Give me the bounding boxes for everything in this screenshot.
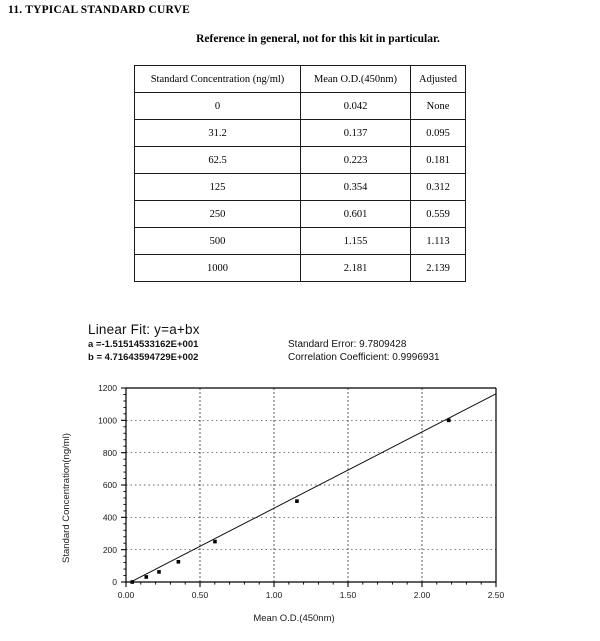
linear-fit-block [88,322,440,364]
table-row [135,201,466,228]
chart-svg [55,378,525,628]
standard-curve-chart [55,378,525,628]
chart-y-axis-title: Standard Concentration(ng/ml) [61,433,72,563]
table-row [135,174,466,201]
y-tick-label: 600 [102,480,117,491]
standard-curve-table [134,65,466,282]
table-row [135,120,466,147]
linear-fit-title: Linear Fit: y=a+bx [88,322,200,337]
cell-adjusted: 0.559 [411,201,466,228]
x-tick-label: 1.00 [265,590,283,600]
column-header-concentration: Standard Concentration (ng/ml) [135,66,301,93]
y-tick-label: 1200 [98,383,117,394]
chart-data-points [130,419,450,584]
page-title: 11. TYPICAL STANDARD CURVE [8,4,191,16]
cell-mean-od: 0.601 [301,201,411,228]
chart-y-tick-labels [98,383,117,587]
data-point [177,560,181,564]
y-tick-label: 400 [102,512,117,523]
cell-mean-od: 0.223 [301,147,411,174]
cell-concentration: 1000 [135,255,301,282]
cell-mean-od: 1.155 [301,228,411,255]
cell-concentration: 500 [135,228,301,255]
table-row [135,147,466,174]
data-point [447,419,451,423]
cell-mean-od: 0.354 [301,174,411,201]
table-row [135,255,466,282]
data-point [144,575,148,579]
chart-x-axis-title: Mean O.D.(450nm) [253,613,335,624]
cell-mean-od: 2.181 [301,255,411,282]
chart-gridlines [126,388,496,582]
data-point [213,540,217,544]
cell-mean-od: 0.042 [301,93,411,120]
cell-concentration: 250 [135,201,301,228]
chart-x-tick-labels [118,590,505,600]
x-tick-label: 0.00 [117,590,135,600]
table-header-row [135,66,466,93]
y-tick-label: 800 [102,447,117,458]
data-point [295,499,299,503]
fit-statistics [288,339,440,364]
chart-fit-line [126,394,496,585]
chart-tick-marks [121,388,496,587]
regression-line [126,394,496,585]
fit-coefficients [88,339,288,364]
cell-adjusted: 0.095 [411,120,466,147]
cell-adjusted: None [411,93,466,120]
cell-mean-od: 0.137 [301,120,411,147]
y-tick-label: 0 [112,577,117,588]
x-tick-label: 2.50 [487,590,505,600]
subtitle-note: Reference in general, not for this kit in particular. [196,33,440,45]
cell-adjusted: 1.113 [411,228,466,255]
cell-concentration: 31.2 [135,120,301,147]
cell-adjusted: 0.181 [411,147,466,174]
cell-concentration: 62.5 [135,147,301,174]
cell-adjusted: 0.312 [411,174,466,201]
fit-correlation-coefficient: Correlation Coefficient: 0.9996931 [288,351,440,363]
fit-coefficient-b: b = 4.71643594729E+002 [88,351,199,363]
data-point [130,580,134,584]
table-row [135,228,466,255]
fit-coefficient-a: a =-1.51514533162E+001 [88,339,199,350]
x-tick-label: 0.50 [191,590,209,600]
y-tick-label: 1000 [98,415,117,426]
column-header-adjusted: Adjusted [411,66,466,93]
y-tick-label: 200 [102,544,117,555]
column-header-mean-od: Mean O.D.(450nm) [301,66,411,93]
table-row [135,93,466,120]
x-tick-label: 2.00 [413,590,431,600]
cell-adjusted: 2.139 [411,255,466,282]
cell-concentration: 0 [135,93,301,120]
fit-standard-error: Standard Error: 9.7809428 [288,339,407,350]
cell-concentration: 125 [135,174,301,201]
data-point [157,570,161,574]
x-tick-label: 1.50 [339,590,357,600]
